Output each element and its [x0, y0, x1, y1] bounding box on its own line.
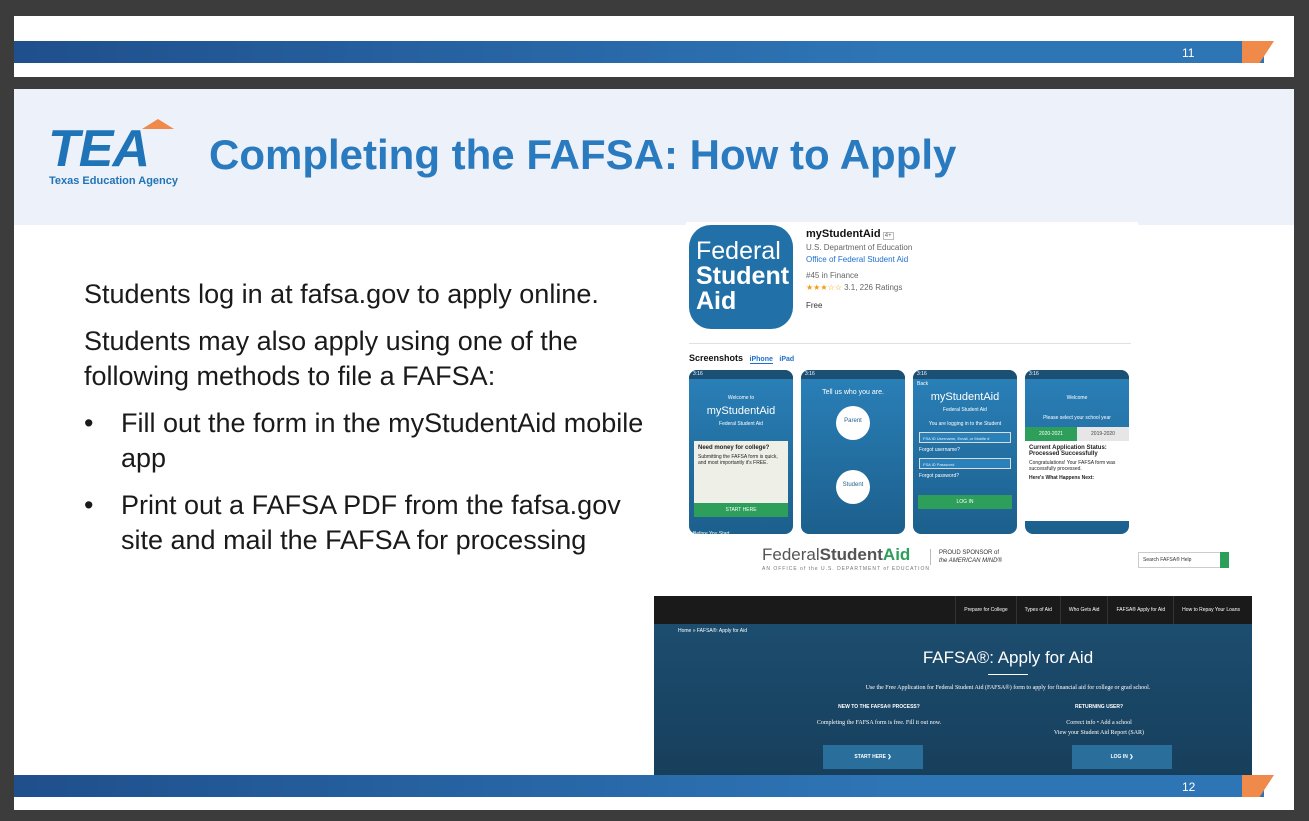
phone-start-button: START HERE	[694, 503, 788, 517]
search-icon[interactable]	[1220, 552, 1229, 568]
phone-text: You are logging in to the Student	[928, 421, 1002, 427]
phone-text: Welcome	[1066, 395, 1088, 401]
slide-footer-bar	[14, 41, 1264, 63]
developer-link[interactable]: Office of Federal Student Aid	[806, 255, 909, 264]
phone-text: Please select your school year	[1043, 415, 1111, 421]
status-sheet	[1025, 441, 1129, 521]
phone-card	[694, 441, 788, 503]
federal-student-aid-app-icon	[689, 225, 793, 329]
column-text: Completing the FAFSA form is free. Fill it out now.	[816, 720, 942, 726]
app-name: myStudentAid	[806, 228, 881, 240]
phone-text: Back	[917, 381, 929, 387]
list-item	[84, 488, 644, 558]
phone-screenshot-1	[689, 370, 793, 534]
phone-text: Welcome to	[727, 395, 755, 401]
fsa-logo-aid: Aid	[882, 545, 911, 564]
tea-logo	[48, 119, 198, 191]
returning-user-column	[1024, 702, 1174, 738]
rating-stars-icon: ★★★☆☆	[806, 283, 842, 292]
tab-iphone[interactable]: iPhone	[749, 356, 773, 363]
fsa-website-header	[654, 539, 1252, 585]
status-text: Congratulations! Your FAFSA form was successfully processed.	[1029, 460, 1116, 472]
phone-text: Before You Start	[693, 531, 730, 534]
year-option: 2020-2021	[1025, 427, 1077, 441]
list-item-text: Fill out the form in the myStudentAid mobile app	[121, 408, 644, 473]
phone-screenshot-4	[1025, 370, 1129, 534]
fsa-nav	[654, 596, 1252, 624]
phone-status: 3:16	[1025, 370, 1129, 379]
logo-subtitle: Texas Education Agency	[49, 175, 178, 187]
list-item	[84, 406, 644, 476]
tab-ipad[interactable]: iPad	[779, 356, 795, 363]
status-title: Current Application Status: Processed Successfully	[1029, 445, 1107, 457]
phone-text: Federal Student Aid	[943, 407, 987, 413]
age-badge: 4+	[884, 233, 892, 239]
fsa-logo-student: Student	[819, 545, 883, 564]
graduation-cap-icon	[142, 119, 174, 129]
breadcrumb: Home » FAFSA®: Apply for Aid	[678, 628, 747, 634]
app-publisher: U.S. Department of Education	[806, 243, 913, 252]
status-next: Here's What Happens Next:	[1029, 475, 1095, 481]
sponsor-line: PROUD SPONSOR of	[939, 550, 1000, 556]
bullet-icon: •	[84, 490, 94, 520]
page-number: 12	[1182, 780, 1196, 794]
method-list	[84, 406, 644, 558]
screenshots-header	[689, 353, 794, 363]
slide-title: Completing the FAFSA: How to Apply	[209, 131, 957, 178]
phone-app-name: myStudentAid	[706, 405, 776, 417]
year-option: 2019-2020	[1077, 427, 1129, 441]
student-icon: Student	[836, 470, 870, 504]
phone-status: 3:16	[913, 370, 1017, 379]
prev-page-number: 11	[1182, 46, 1195, 60]
start-here-button[interactable]: START HERE ❯	[823, 745, 923, 769]
column-text: Correct info • Add a school	[1066, 720, 1132, 726]
phone-text: Forgot username?	[919, 447, 960, 453]
column-heading: NEW TO THE FAFSA® PROCESS?	[838, 704, 920, 710]
phone-screenshot-2	[801, 370, 905, 534]
fsa-heading: FAFSA®: Apply for Aid	[922, 648, 1094, 667]
bullet-icon: •	[84, 408, 94, 438]
app-meta	[806, 228, 912, 312]
phone-text: Forgot password?	[919, 473, 960, 479]
previous-slide	[14, 16, 1294, 77]
fsa-sponsor	[930, 549, 1002, 565]
fsa-search-input[interactable]: Search FAFSA® Help	[1138, 552, 1228, 568]
new-user-column	[804, 702, 954, 728]
current-slide	[14, 89, 1294, 810]
body-paragraph-2: Students may also apply using one of the following methods to file a FAFSA:	[84, 326, 578, 391]
phone-field: FSA ID Username, Email, or Mobile #	[919, 432, 1011, 443]
phone-status: 3:16	[689, 370, 793, 379]
log-in-button[interactable]: LOG IN ❯	[1072, 745, 1172, 769]
nav-item[interactable]: How to Repay Your Loans	[1173, 596, 1248, 624]
phone-card-text: Submitting the FAFSA form is quick, and most importantly it's FREE.	[698, 454, 778, 466]
phone-login-button: LOG IN	[918, 495, 1012, 509]
logo-wordmark: TEA	[48, 120, 149, 178]
parent-icon: Parent	[836, 406, 870, 440]
app-rank: #45 in Finance	[806, 271, 859, 280]
divider	[988, 674, 1028, 675]
phone-app-name: myStudentAid	[930, 391, 1000, 403]
fsa-logo	[762, 545, 930, 572]
nav-item[interactable]: FAFSA® Apply for Aid	[1107, 596, 1173, 624]
list-item-text: Print out a FAFSA PDF from the fafsa.gov site and mail the FAFSA for processing	[121, 490, 621, 555]
app-icon-line: Aid	[696, 287, 737, 315]
phone-field: FSA ID Password	[919, 458, 1011, 469]
app-rating: 3.1, 226 Ratings	[844, 283, 903, 292]
column-heading: RETURNING USER?	[1074, 704, 1124, 710]
app-icon-line: Federal	[696, 237, 781, 265]
body-paragraph-1: Students log in at fafsa.gov to apply online.	[84, 279, 599, 309]
fsa-intro: Use the Free Application for Federal Student Aid (FAFSA®) form to apply for financial aid for college or grad school.	[865, 685, 1151, 691]
app-store-screenshot	[686, 222, 1138, 538]
nav-item[interactable]: Types of Aid	[1016, 596, 1060, 624]
screenshots-label: Screenshots	[689, 353, 744, 363]
slide-footer-accent	[1242, 41, 1274, 63]
nav-item[interactable]: Who Gets Aid	[1060, 596, 1108, 624]
app-rating-row	[806, 282, 912, 294]
fsa-website-screenshot	[654, 596, 1252, 776]
phone-card-title: Need money for college?	[698, 445, 770, 451]
divider	[689, 343, 1131, 344]
sponsor-line: the AMERICAN MIND®	[939, 558, 1002, 564]
body-text	[84, 277, 644, 570]
phone-text: Federal Student Aid	[719, 421, 763, 427]
app-price: Free	[806, 301, 823, 310]
phone-text: Tell us who you are.	[822, 389, 884, 396]
column-text: View your Student Aid Report (SAR)	[1053, 730, 1145, 736]
fsa-logo-federal: Federal	[762, 545, 820, 564]
fsa-logo-subtitle: AN OFFICE of the U.S. DEPARTMENT of EDUCATION	[762, 566, 930, 572]
slide-footer-bar	[14, 775, 1264, 797]
year-selector	[1025, 427, 1129, 441]
phone-status: 3:16	[801, 370, 905, 379]
app-icon-line: Student	[696, 262, 790, 290]
phone-screenshot-3	[913, 370, 1017, 534]
nav-item[interactable]: Prepare for College	[955, 596, 1015, 624]
